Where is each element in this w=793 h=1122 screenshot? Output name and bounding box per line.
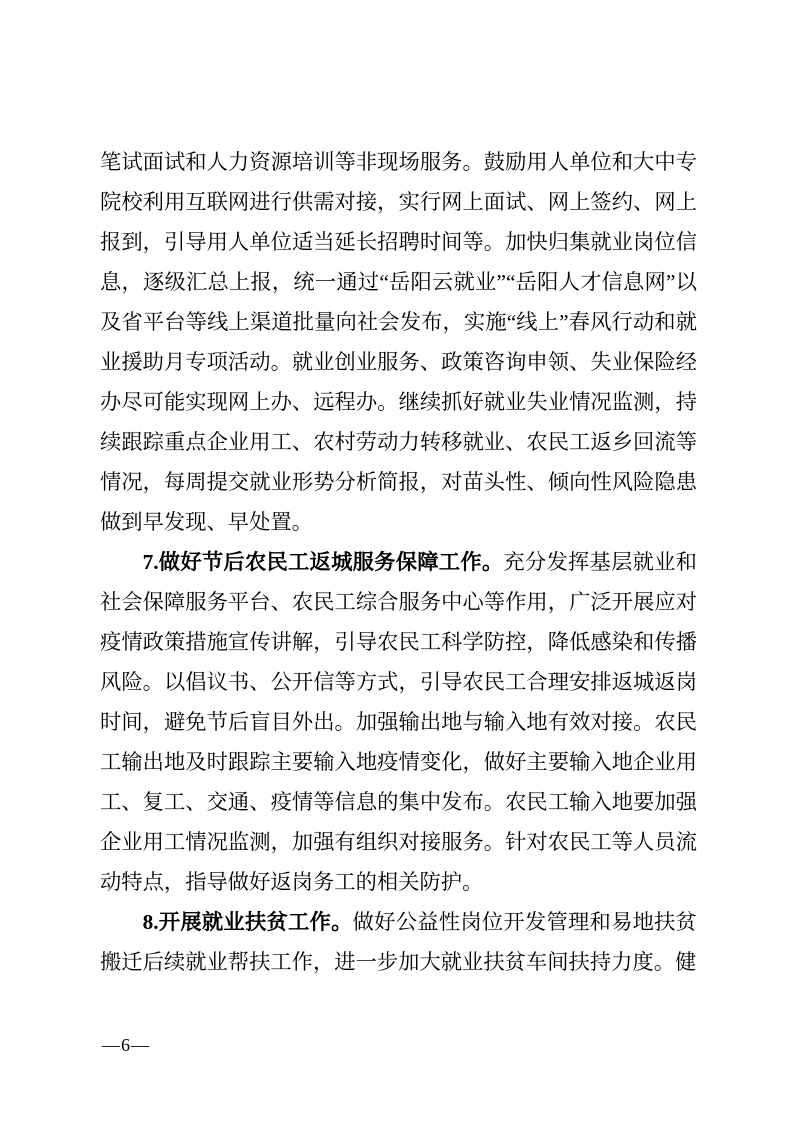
body-paragraph <box>100 542 697 902</box>
section-heading: 7.做好节后农民工返城服务保障工作。 <box>142 550 504 574</box>
paragraph-text: 充分发挥基层就业和社会保障服务平台、农民工综合服务中心等作用，广泛开展应对疫情政策措施宣传讲解，引导农民工科学防控，降低感染和传播风险。以倡议书、公开信等方式，引导农民工合理安排返城返岗时间，避免节后盲目外出。加强输出地与输入地有效对接。农民工输出地及时跟踪主要输入地疫情变化，做好主要输入地企业用工、复工、交通、疫情等信息的集中发布。农民工输入地要加强企业用工情况监测，加强有组织对接服务。针对农民工等人员流动特点，指导做好返岗务工的相关防护。 <box>100 550 697 894</box>
paragraph-text: 笔试面试和人力资源培训等非现场服务。鼓励用人单位和大中专院校利用互联网进行供需对接，实行网上面试、网上签约、网上报到，引导用人单位适当延长招聘时间等。加快归集就业岗位信息，逐级汇总上报，统一通过“岳阳云就业”“岳阳人才信息网”以及省平台等线上渠道批量向社会发布，实施“线上”春风行动和就业援助月专项活动。就业创业服务、政策咨询申领、失业保险经办尽可能实现网上办、远程办。继续抓好就业失业情况监测，持续跟踪重点企业用工、农村劳动力转移就业、农民工返乡回流等情况，每周提交就业形势分析简报，对苗头性、倾向性风险隐患做到早发现、早处置。 <box>100 150 697 534</box>
page-number: —6— <box>102 1035 150 1055</box>
document-body <box>100 142 697 982</box>
body-paragraph <box>100 902 697 982</box>
paragraph-text: 做好公益性岗位开发管理和易地扶贫搬迁后续就业帮扶工作，进一步加大就业扶贫车间扶持力度。健 <box>100 910 697 974</box>
section-heading: 8.开展就业扶贫工作。 <box>142 910 353 934</box>
body-paragraph <box>100 142 697 542</box>
